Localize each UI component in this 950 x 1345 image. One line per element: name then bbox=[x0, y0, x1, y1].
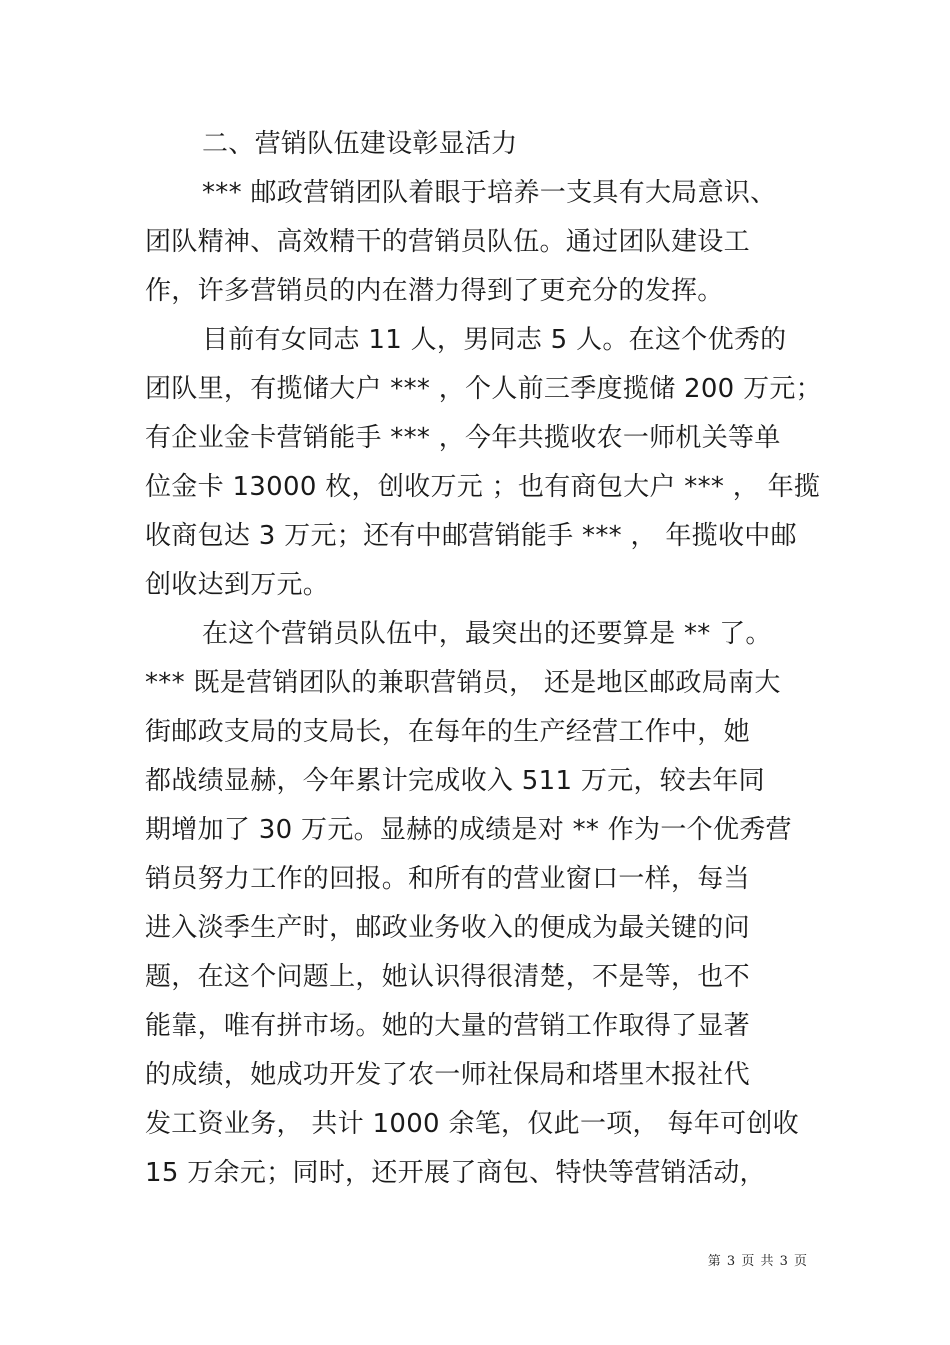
document-body bbox=[145, 120, 822, 1198]
section-heading: 二、营销队伍建设彰显活力 bbox=[202, 129, 518, 159]
paragraph-line: 期增加了 30 万元。显赫的成绩是对 ** 作为一个优秀营 bbox=[145, 815, 792, 845]
paragraph-line: 都战绩显赫，今年累计完成收入 511 万元，较去年同 bbox=[145, 766, 765, 796]
paragraph-line: 团队里，有揽储大户 *** ，个人前三季度揽储 200 万元； bbox=[145, 374, 822, 404]
paragraph-line: 15 万余元；同时，还开展了商包、特快等营销活动， bbox=[145, 1158, 766, 1188]
paragraph-line: 进入淡季生产时，邮政业务收入的便成为最关键的问 bbox=[145, 913, 750, 943]
paragraph-line: 收商包达 3 万元；还有中邮营销能手 *** ， 年揽收中邮 bbox=[145, 521, 797, 551]
paragraph-line: *** 邮政营销团队着眼于培养一支具有大局意识、 bbox=[202, 178, 777, 208]
paragraph-line: 题，在这个问题上，她认识得很清楚，不是等，也不 bbox=[145, 962, 750, 992]
page-number: 第 3 页 共 3 页 bbox=[707, 1254, 808, 1269]
paragraph-line: 的成绩，她成功开发了农一师社保局和塔里木报社代 bbox=[145, 1060, 750, 1090]
paragraph-line: 能靠，唯有拼市场。她的大量的营销工作取得了显著 bbox=[145, 1011, 750, 1041]
paragraph-line: 团队精神、高效精干的营销员队伍。通过团队建设工 bbox=[145, 227, 750, 257]
paragraph-line: *** 既是营销团队的兼职营销员， 还是地区邮政局南大 bbox=[145, 668, 781, 698]
paragraph-line: 发工资业务， 共计 1000 余笔，仅此一项， 每年可创收 bbox=[145, 1109, 799, 1139]
paragraph-line: 街邮政支局的支局长，在每年的生产经营工作中，她 bbox=[145, 717, 750, 747]
paragraph-line: 作，许多营销员的内在潜力得到了更充分的发挥。 bbox=[145, 276, 724, 306]
paragraph-line: 在这个营销员队伍中，最突出的还要算是 ** 了。 bbox=[202, 619, 772, 649]
paragraph-line: 销员努力工作的回报。和所有的营业窗口一样，每当 bbox=[145, 864, 750, 894]
paragraph-line: 位金卡 13000 枚，创收万元 ；也有商包大户 *** ， 年揽 bbox=[145, 472, 821, 502]
paragraph-line: 有企业金卡营销能手 *** ，今年共揽收农一师机关等单 bbox=[145, 423, 781, 453]
paragraph-line: 目前有女同志 11 人，男同志 5 人。在这个优秀的 bbox=[202, 325, 787, 355]
paragraph-line: 创收达到万元。 bbox=[145, 570, 330, 600]
